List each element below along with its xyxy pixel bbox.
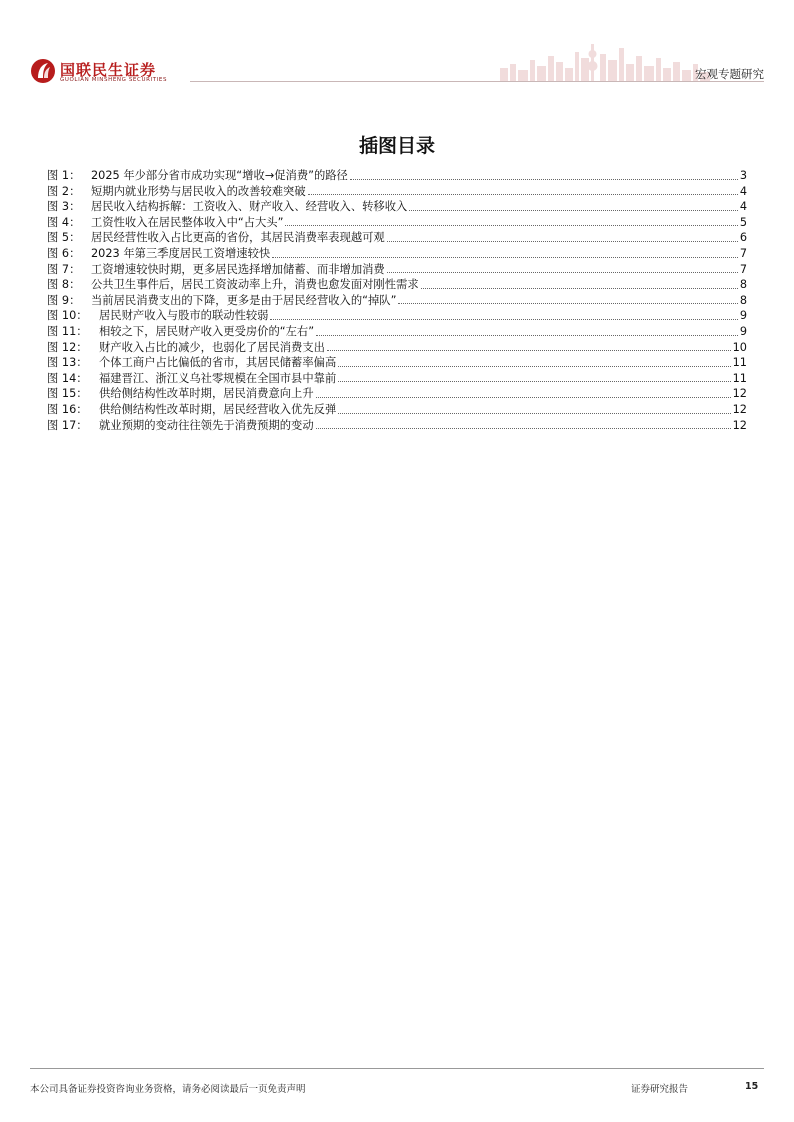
toc-figure-number: 图 8： bbox=[47, 278, 81, 292]
toc-page-number: 11 bbox=[732, 356, 747, 370]
toc-figure-number: 图 4： bbox=[47, 215, 81, 229]
logo-english-name: GUOLIAN MINSHENG SECURITIES bbox=[60, 77, 168, 83]
toc-figure-title: 供给侧结构性改革时期，居民消费意向上升 bbox=[99, 387, 314, 401]
toc-page-number: 7 bbox=[739, 262, 747, 276]
toc-page-number: 8 bbox=[739, 293, 747, 307]
toc-figure-number: 图 9： bbox=[47, 293, 81, 307]
toc-figure-title: 2023 年第三季度居民工资增速较快 bbox=[91, 246, 271, 260]
toc-leader-dots bbox=[338, 380, 730, 382]
toc-figure-number: 图 17： bbox=[47, 418, 88, 432]
toc-leader-dots bbox=[350, 178, 738, 180]
logo-chinese-name: 国联民生证券 bbox=[60, 61, 157, 79]
toc-leader-dots bbox=[327, 349, 731, 351]
toc-page-number: 11 bbox=[732, 371, 747, 385]
toc-figure-number: 图 12： bbox=[47, 340, 88, 354]
toc-figure-title: 财产收入占比的减少，也弱化了居民消费支出 bbox=[99, 340, 325, 354]
toc-item[interactable] bbox=[47, 371, 747, 387]
toc-page-number: 12 bbox=[732, 418, 747, 432]
toc-item[interactable] bbox=[47, 355, 747, 371]
toc-leader-dots bbox=[409, 209, 737, 211]
toc-item[interactable] bbox=[47, 308, 747, 324]
toc-figure-title: 供给侧结构性改革时期，居民经营收入优先反弹 bbox=[99, 402, 337, 416]
toc-figure-number: 图 16： bbox=[47, 402, 88, 416]
toc-item[interactable] bbox=[47, 277, 747, 293]
toc-figure-title: 2025 年少部分省市成功实现“增收→促消费”的路径 bbox=[91, 169, 348, 182]
company-logo bbox=[30, 58, 200, 86]
toc-item[interactable] bbox=[47, 168, 747, 184]
footer-page-number: 15 bbox=[745, 1081, 759, 1092]
toc-leader-dots bbox=[272, 256, 738, 258]
toc-item[interactable] bbox=[47, 215, 747, 231]
header-divider bbox=[190, 81, 764, 82]
toc-page-number: 6 bbox=[739, 231, 747, 245]
toc-item[interactable] bbox=[47, 324, 747, 340]
toc-page-number: 12 bbox=[732, 402, 747, 416]
toc-figure-number: 图 6： bbox=[47, 246, 81, 260]
toc-page-number: 4 bbox=[739, 184, 747, 198]
toc-page-number: 7 bbox=[739, 246, 747, 260]
toc-item[interactable] bbox=[47, 340, 747, 356]
toc-title: 插图目录 bbox=[358, 135, 435, 157]
footer-divider bbox=[30, 1068, 764, 1069]
toc-leader-dots bbox=[285, 224, 737, 226]
toc-page-number: 3 bbox=[739, 169, 747, 182]
toc-figure-number: 图 13： bbox=[47, 356, 88, 370]
toc-figure-number: 图 1： bbox=[47, 169, 81, 182]
toc-figure-number: 图 15： bbox=[47, 387, 88, 401]
toc-figure-title: 相较之下，居民财产收入更受房价的“左右” bbox=[99, 324, 315, 338]
toc-figure-number: 图 14： bbox=[47, 371, 88, 385]
toc-figure-title: 居民经营性收入占比更高的省份，其居民消费率表现越可观 bbox=[91, 231, 385, 245]
toc-figure-title: 当前居民消费支出的下降，更多是由于居民经营收入的“掉队” bbox=[91, 293, 397, 307]
toc-leader-dots bbox=[387, 240, 738, 242]
toc-figure-title: 居民财产收入与股市的联动性较弱 bbox=[99, 309, 269, 323]
footer-report-type: 证券研究报告 bbox=[631, 1084, 689, 1095]
toc-item[interactable] bbox=[47, 386, 747, 402]
toc-leader-dots bbox=[387, 271, 738, 273]
toc-leader-dots bbox=[338, 365, 730, 367]
toc-page-number: 8 bbox=[739, 278, 747, 292]
toc-figure-title: 居民收入结构拆解：工资收入、财产收入、经营收入、转移收入 bbox=[91, 200, 408, 214]
toc-figure-number: 图 10： bbox=[47, 309, 88, 323]
toc-leader-dots bbox=[338, 412, 730, 414]
toc-figure-title: 福建晋江、浙江义乌社零规模在全国市县中靠前 bbox=[99, 371, 337, 385]
toc-figure-title: 就业预期的变动往往领先于消费预期的变动 bbox=[99, 418, 314, 432]
toc-figure-number: 图 7： bbox=[47, 262, 81, 276]
toc-figure-number: 图 11： bbox=[47, 324, 88, 338]
toc-leader-dots bbox=[270, 318, 737, 320]
toc-item[interactable] bbox=[47, 184, 747, 200]
toc-figure-title: 短期内就业形势与居民收入的改善较难突破 bbox=[91, 184, 306, 198]
toc-page-number: 10 bbox=[732, 340, 747, 354]
toc-page-number: 5 bbox=[739, 215, 747, 229]
toc-page-number: 4 bbox=[739, 200, 747, 214]
footer-disclaimer: 本公司具备证券投资咨询业务资格，请务必阅读最后一页免责声明 bbox=[30, 1084, 306, 1095]
toc-item[interactable] bbox=[47, 230, 747, 246]
report-section-label: 宏观专题研究 bbox=[695, 67, 764, 81]
toc-item[interactable] bbox=[47, 246, 747, 262]
toc-leader-dots bbox=[316, 427, 731, 429]
logo-mark-icon bbox=[30, 58, 56, 84]
toc-figure-title: 公共卫生事件后，居民工资波动率上升，消费也愈发面对刚性需求 bbox=[91, 278, 419, 292]
toc-leader-dots bbox=[398, 302, 737, 304]
toc-page-number: 9 bbox=[739, 309, 747, 323]
toc-figure-title: 工资性收入在居民整体收入中“占大头” bbox=[91, 215, 284, 229]
page-header bbox=[0, 0, 794, 90]
toc-item[interactable] bbox=[47, 418, 747, 434]
toc-leader-dots bbox=[308, 193, 738, 195]
toc-leader-dots bbox=[316, 334, 738, 336]
toc-item[interactable] bbox=[47, 262, 747, 278]
toc-figure-title: 工资增速较快时期，更多居民选择增加储蓄、而非增加消费 bbox=[91, 262, 385, 276]
toc-page-number: 12 bbox=[732, 387, 747, 401]
toc-page-number: 9 bbox=[739, 324, 747, 338]
toc-item[interactable] bbox=[47, 402, 747, 418]
toc-leader-dots bbox=[316, 396, 731, 398]
toc-item[interactable] bbox=[47, 293, 747, 309]
toc-figure-number: 图 5： bbox=[47, 231, 81, 245]
toc-figure-number: 图 2： bbox=[47, 184, 81, 198]
toc-item[interactable] bbox=[47, 199, 747, 215]
figure-table-of-contents bbox=[47, 168, 747, 433]
toc-figure-number: 图 3： bbox=[47, 200, 81, 214]
toc-figure-title: 个体工商户占比偏低的省市，其居民储蓄率偏高 bbox=[99, 356, 337, 370]
toc-leader-dots bbox=[421, 287, 738, 289]
